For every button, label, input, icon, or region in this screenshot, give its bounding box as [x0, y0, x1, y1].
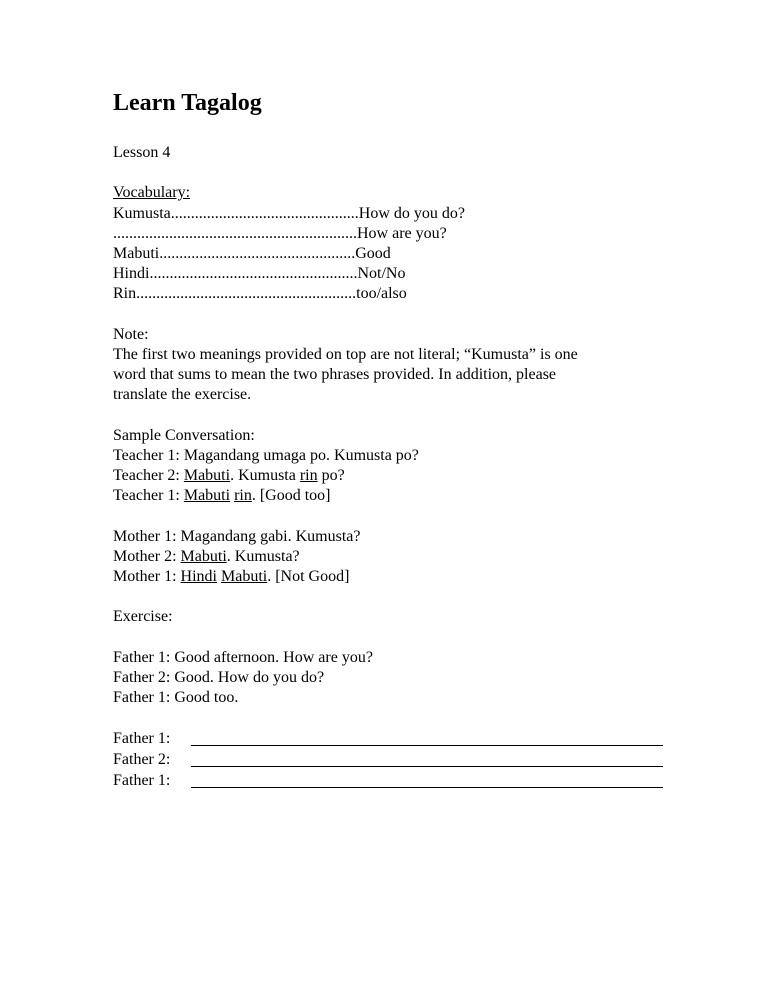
exercise-line: Father 2: Good. How do you do?: [113, 668, 325, 686]
vocab-entry: Mabuti.................................................Good: [113, 244, 391, 262]
dialogue-line: Teacher 1: Magandang umaga po. Kumusta po?: [113, 446, 419, 464]
underlined-word: Mabuti: [180, 547, 227, 565]
answer-blank-line[interactable]: [191, 752, 663, 767]
vocab-entry: Hindi....................................................Not/No: [113, 265, 406, 283]
underlined-word: Mabuti: [183, 467, 231, 484]
dialogue-line: Teacher 1: Mabuti rin. [Good too]: [113, 487, 331, 505]
underlined-word: rin: [299, 467, 318, 484]
answer-row: [113, 770, 673, 791]
vocab-entry: Kumusta...............................................How do you do?: [113, 204, 465, 222]
page-title: Learn Tagalog: [113, 90, 262, 116]
document-page: [113, 88, 673, 791]
note-line: The first two meanings provided on top are not literal; “Kumusta” is one: [113, 345, 578, 363]
underlined-word: Mabuti: [221, 567, 268, 585]
vocab-entry: Rin.......................................................too/also: [113, 285, 407, 303]
answer-label: Father 1:: [113, 730, 171, 748]
answer-blank-line[interactable]: [191, 773, 663, 788]
answer-row: [113, 749, 673, 770]
underlined-word: Mabuti: [183, 487, 231, 505]
exercise-heading: Exercise:: [113, 608, 173, 626]
answer-label: Father 2:: [113, 750, 171, 768]
vocabulary-heading: Vocabulary:: [113, 184, 191, 202]
underlined-word: rin: [234, 487, 252, 505]
answer-row: [113, 728, 673, 749]
sample-heading: Sample Conversation:: [113, 426, 255, 444]
dialogue-line: Teacher 2: Mabuti. Kumusta rin po?: [113, 467, 345, 484]
answer-blank-line[interactable]: [191, 731, 663, 746]
underlined-word: Hindi: [180, 567, 217, 585]
dialogue-line: Mother 2: Mabuti. Kumusta?: [113, 547, 300, 565]
note-line: word that sums to mean the two phrases provided. In addition, please: [113, 366, 557, 384]
exercise-line: Father 1: Good afternoon. How are you?: [113, 648, 373, 666]
dialogue-line: Mother 1: Hindi Mabuti. [Not Good]: [113, 567, 350, 585]
vocab-entry: .............................................................How are you?: [113, 224, 447, 242]
note-heading: Note:: [113, 325, 149, 343]
answer-label: Father 1:: [113, 771, 171, 789]
note-line: translate the exercise.: [113, 386, 252, 404]
exercise-line: Father 1: Good too.: [113, 689, 239, 707]
dialogue-line: Mother 1: Magandang gabi. Kumusta?: [113, 527, 361, 545]
lesson-label: Lesson 4: [113, 144, 171, 161]
